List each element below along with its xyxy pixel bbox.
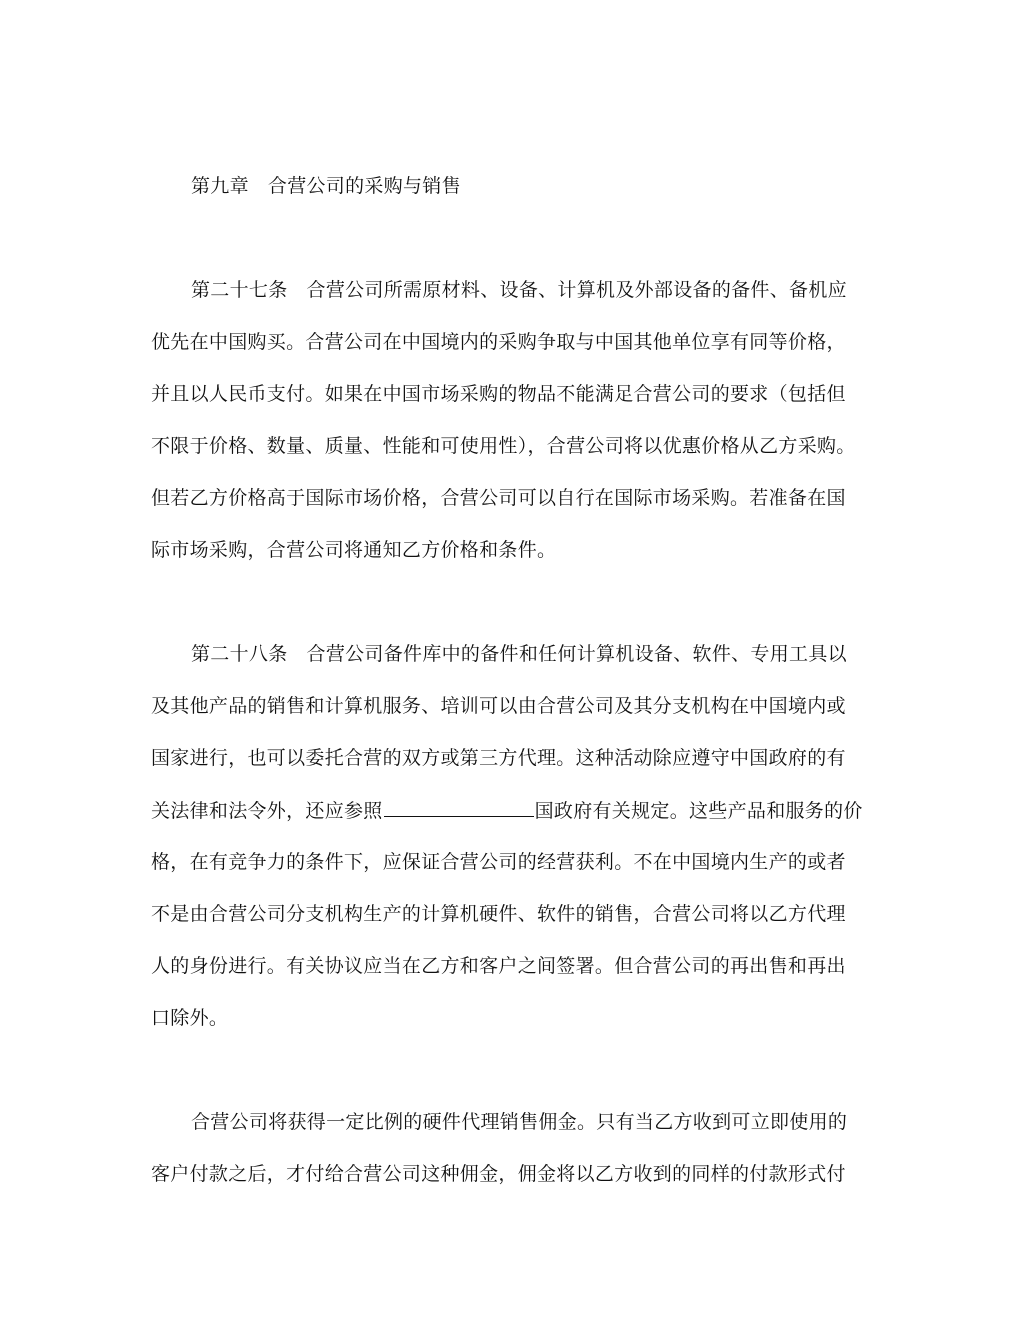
article-28-line-3: 国家进行，也可以委托合营的双方或第三方代理。这种活动除应遵守中国政府的有 (151, 747, 846, 769)
article-28-line-6: 不是由合营公司分支机构生产的计算机硬件、软件的销售，合营公司将以乙方代理 (151, 903, 846, 925)
commission-line-1: 合营公司将获得一定比例的硬件代理销售佣金。只有当乙方收到可立即使用的 (191, 1111, 848, 1133)
article-28-line-2: 及其他产品的销售和计算机服务、培训可以由合营公司及其分支机构在中国境内或 (151, 695, 846, 717)
chapter-heading (191, 174, 921, 198)
article-27-label: 第二十七条 (191, 279, 288, 301)
article-27-text: 合营公司所需原材料、设备、计算机及外部设备的备件、备机应 (306, 279, 847, 301)
article-27-line-5: 但若乙方价格高于国际市场价格，合营公司可以自行在国际市场采购。若准备在国 (151, 487, 846, 509)
commission-line-2: 客户付款之后，才付给合营公司这种佣金，佣金将以乙方收到的同样的付款形式付 (151, 1163, 846, 1185)
chapter-number: 第九章 (191, 175, 249, 197)
article-27-line-1 (191, 278, 921, 302)
article-27-line-6: 际市场采购，合营公司将通知乙方价格和条件。 (151, 539, 557, 561)
article-28-line-5: 格，在有竞争力的条件下，应保证合营公司的经营获利。不在中国境内生产的或者 (151, 851, 846, 873)
article-28-line-1 (191, 642, 921, 666)
article-27-line-4: 不限于价格、数量、质量、性能和可使用性），合营公司将以优惠价格从乙方采购。 (151, 435, 856, 457)
article-28-line-4-before: 关法律和法令外，还应参照 (151, 800, 383, 822)
article-28-line-4 (151, 798, 881, 823)
article-27-line-3: 并且以人民币支付。如果在中国市场采购的物品不能满足合营公司的要求（包括但 (151, 383, 846, 405)
article-28-text: 合营公司备件库中的备件和任何计算机设备、软件、专用工具以 (306, 643, 847, 665)
article-28-line-7: 人的身份进行。有关协议应当在乙方和客户之间签署。但合营公司的再出售和再出 (151, 955, 846, 977)
chapter-title: 合营公司的采购与销售 (267, 175, 461, 197)
article-28-line-8: 口除外。 (151, 1007, 229, 1029)
fill-in-blank (384, 798, 534, 817)
article-28-label: 第二十八条 (191, 643, 288, 665)
article-27-line-2: 优先在中国购买。合营公司在中国境内的采购争取与中国其他单位享有同等价格， (151, 331, 846, 353)
article-28-line-4-after: 国政府有关规定。这些产品和服务的价 (534, 800, 863, 822)
